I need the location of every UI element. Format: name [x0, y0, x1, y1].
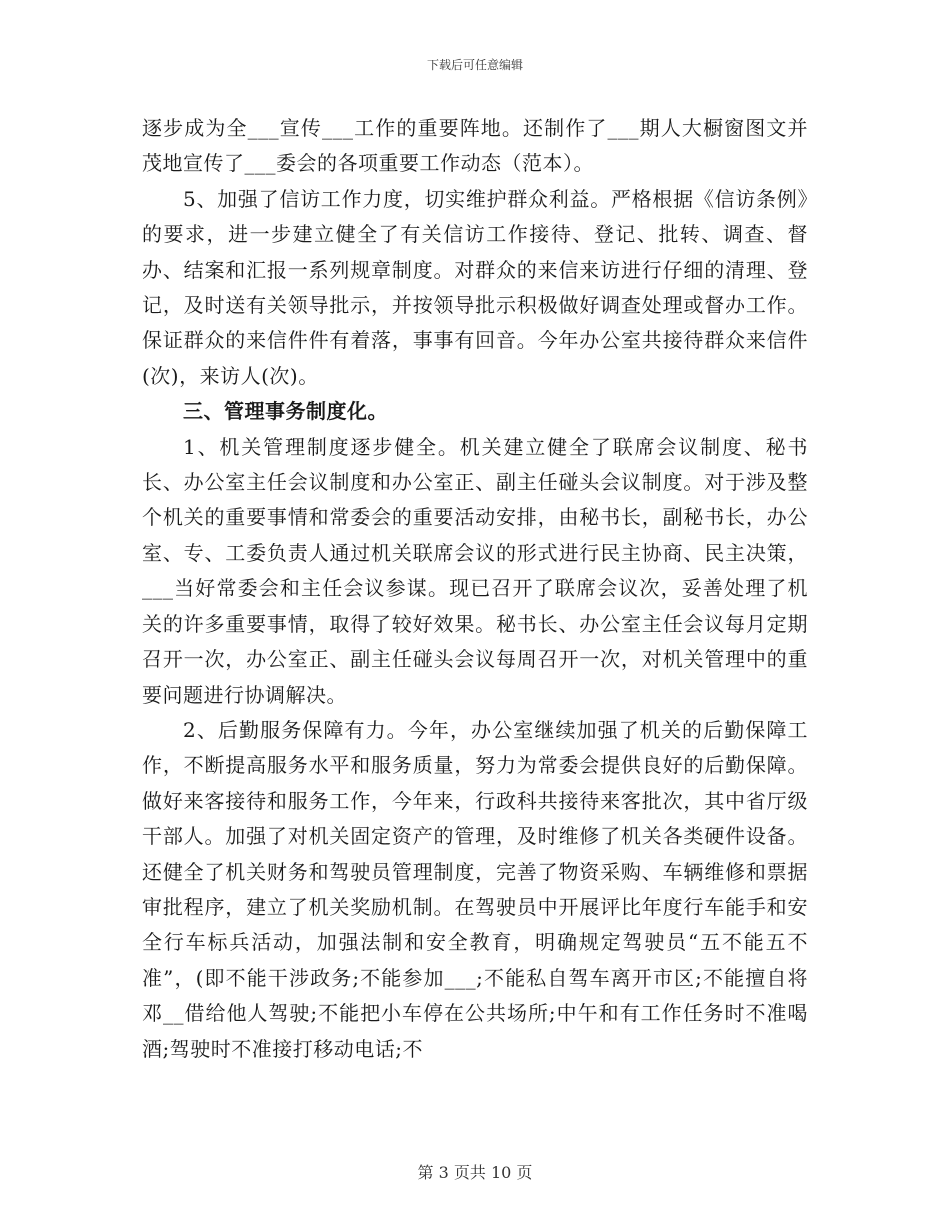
paragraph-petitions: 5、加强了信访工作力度，切实维护群众利益。严格根据《信访条例》的要求，进一步建立健全了有关信访工作接待、登记、批转、调查、督办、结案和汇报一系列规章制度。对群众的来信来访进行仔细的清理、登记，及时送有关领导批示，并按领导批示积极做好调查处理或督办工作。保证群众的来信件件有着落，事事有回音。今年办公室共接待群众来信件(次)，来访人(次)。	[142, 186, 808, 388]
page-header: 下载后可任意编辑	[426, 58, 523, 72]
page-footer: 第 3 页共 10 页	[417, 1163, 533, 1182]
paragraph-logistics: 2、后勤服务保障有力。今年，办公室继续加强了机关的后勤保障工作，不断提高服务水平和服务质量，努力为常委会提供良好的后勤保障。做好来客接待和服务工作，今年来，行政科共接待来客批次，其中省厅级干部人。加强了对机关固定资产的管理，及时维修了机关各类硬件设备。还健全了机关财务和驾驶员管理制度，完善了物资采购、车辆维修和票据审批程序，建立了机关奖励机制。在驾驶员中开展评比年度行车能手和安全行车标兵活动，加强法制和安全教育，明确规定驾驶员“五不能五不准”，(即不能干涉政务;不能参加___;不能私自驾车离开市区;不能擅自将邓__借给他人驾驶;不能把小车停在公共场所;中午和有工作任务时不准喝酒;驾驶时不准接打移动电话;不	[142, 717, 808, 1061]
paragraph-continuation: 逐步成为全___宣传___工作的重要阵地。还制作了___期人大橱窗图文并茂地宣传了___委会的各项重要工作动态（范本）。	[142, 116, 808, 176]
document-body	[142, 111, 808, 1067]
section-heading: 三、管理事务制度化。	[183, 399, 388, 424]
paragraph-management-system: 1、机关管理制度逐步健全。机关建立健全了联席会议制度、秘书长、办公室主任会议制度和办公室正、副主任碰头会议制度。对于涉及整个机关的重要事情和常委会的重要活动安排，由秘书长，副秘书长，办公室、专、工委负责人通过机关联席会议的形式进行民主协商、民主决策，___当好常委会和主任会议参谋。现已召开了联席会议次，妥善处理了机关的许多重要事情，取得了较好效果。秘书长、办公室主任会议每月定期召开一次，办公室正、副主任碰头会议每周召开一次，对机关管理中的重要问题进行协调解决。	[142, 434, 808, 707]
